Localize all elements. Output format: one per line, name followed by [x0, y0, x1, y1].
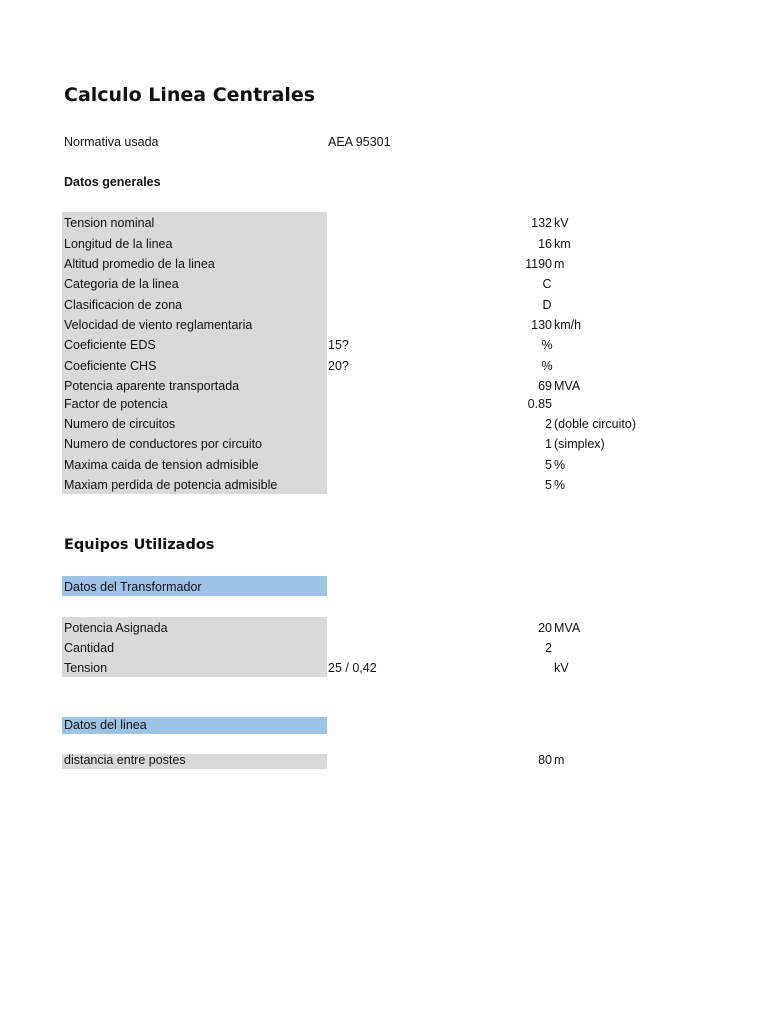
page-title: Calculo Linea Centrales — [64, 84, 316, 106]
equipos-heading: Equipos Utilizados — [64, 537, 215, 553]
row-value: 2 — [545, 641, 552, 655]
row-mid-value: 15? — [328, 338, 349, 352]
row-unit: % — [554, 458, 566, 472]
row-mid-value: 20? — [328, 359, 349, 373]
row-label: Maxiam perdida de potencia admisible — [64, 478, 278, 492]
row-label: Tension — [64, 661, 108, 675]
row-unit: % — [554, 478, 566, 492]
linea-heading: Datos del linea — [64, 718, 147, 732]
row-label: Factor de potencia — [64, 397, 168, 411]
row-mid-value: 25 / 0,42 — [328, 661, 377, 675]
row-value: 1 — [545, 437, 552, 451]
row-value: 5 — [545, 478, 552, 492]
row-unit: km/h — [554, 318, 582, 332]
row-label: Potencia aparente transportada — [64, 379, 240, 393]
row-value: 69 — [538, 379, 552, 393]
row-label: Numero de conductores por circuito — [64, 437, 263, 451]
row-center-value: % — [541, 338, 553, 352]
row-unit: (doble circuito) — [554, 417, 636, 431]
row-label: distancia entre postes — [64, 753, 186, 767]
row-label: Coeficiente EDS — [64, 338, 156, 352]
row-value: 0.85 — [527, 397, 552, 411]
row-unit: kV — [554, 216, 569, 230]
row-unit: (simplex) — [554, 437, 605, 451]
row-label: Velocidad de viento reglamentaria — [64, 318, 253, 332]
row-value: 80 — [538, 753, 552, 767]
row-value: 2 — [545, 417, 552, 431]
row-label: Categoria de la linea — [64, 277, 179, 291]
row-label: Potencia Asignada — [64, 621, 168, 635]
row-label: Coeficiente CHS — [64, 359, 157, 373]
normativa-label: Normativa usada — [64, 135, 159, 149]
row-label: Maxima caida de tension admisible — [64, 458, 259, 472]
row-unit: km — [554, 237, 571, 251]
row-unit: m — [554, 257, 565, 271]
datos-generales-heading: Datos generales — [64, 175, 161, 189]
row-label: Numero de circuitos — [64, 417, 176, 431]
row-unit: m — [554, 753, 565, 767]
row-center-value: % — [541, 359, 553, 373]
row-label: Cantidad — [64, 641, 115, 655]
row-unit: MVA — [554, 621, 581, 635]
row-unit: kV — [554, 661, 569, 675]
row-value: 20 — [538, 621, 552, 635]
row-center-value: C — [542, 277, 552, 291]
row-value: 16 — [538, 237, 552, 251]
row-value: 1190 — [525, 257, 552, 271]
row-value: 132 — [531, 216, 552, 230]
row-value: 5 — [545, 458, 552, 472]
row-unit: MVA — [554, 379, 581, 393]
row-label: Tension nominal — [64, 216, 155, 230]
row-label: Clasificacion de zona — [64, 298, 183, 312]
normativa-value: AEA 95301 — [328, 135, 391, 149]
row-center-value: D — [542, 298, 552, 312]
row-label: Altitud promedio de la linea — [64, 257, 215, 271]
row-label: Longitud de la linea — [64, 237, 173, 251]
row-value: 130 — [531, 318, 552, 332]
transformador-heading: Datos del Transformador — [64, 580, 202, 594]
